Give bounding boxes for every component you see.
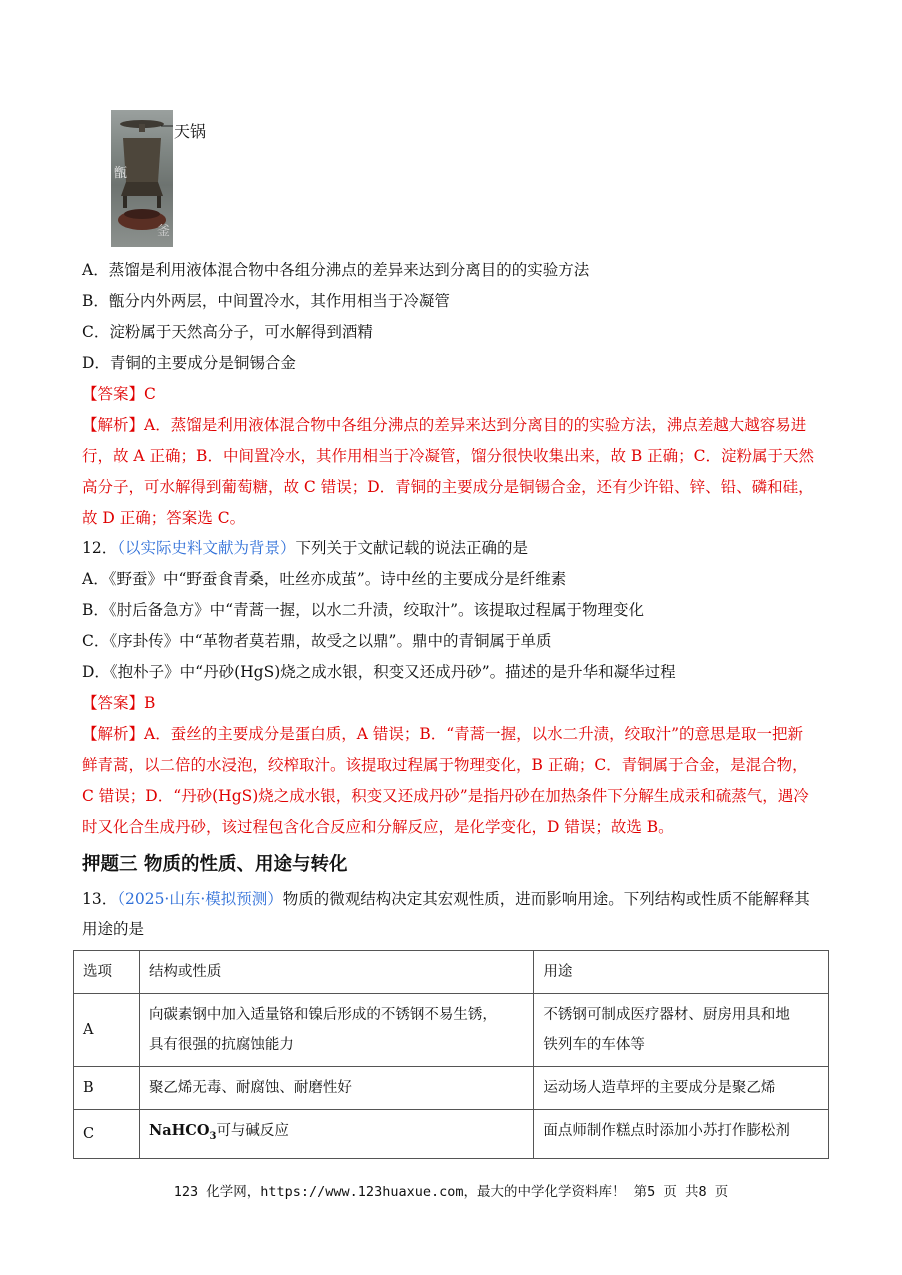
- property-text: 可与碱反应: [216, 1123, 289, 1139]
- q12-option-b: B．《肘后备急方》中“青蒿一握，以水二升渍，绞取汁”。该提取过程属于物理变化: [82, 601, 644, 619]
- table-row: [74, 1110, 829, 1159]
- q11-option-c: C．淀粉属于天然高分子，可水解得到酒精: [82, 323, 373, 341]
- table-header-cell: 选项: [74, 951, 140, 994]
- table-header-cell: 用途: [534, 951, 829, 994]
- distillation-apparatus-image: [111, 110, 173, 247]
- table-header-row: [74, 951, 829, 994]
- q11-option-a: A．蒸馏是利用液体混合物中各组分沸点的差异来达到分离目的的实验方法: [82, 261, 590, 279]
- q12-analysis-line-4: 时又化合生成丹砂，该过程包含化合反应和分解反应，是化学变化，D 错误；故选 B。: [82, 818, 674, 836]
- table-cell-use: [534, 1110, 829, 1159]
- zeng-label: 甑: [114, 166, 128, 181]
- section-heading: 押题三 物质的性质、用途与转化: [82, 854, 348, 875]
- q12-analysis-line-3: C 错误；D．“丹砂(HgS)烧之成水银，积变又还成丹砂”是指丹砂在加热条件下分解生成汞和硫蒸气，遇冷: [82, 787, 809, 805]
- q12-stem: [82, 538, 528, 558]
- q12-number: 12．: [82, 539, 118, 557]
- fu-label: 釜: [157, 224, 171, 239]
- table-cell-property: [139, 1067, 533, 1110]
- q12-answer: 【答案】B: [82, 694, 156, 712]
- page-footer: 123 化学网，https://www.123huaxue.com，最大的中学化学资料库！ 第5 页 共8 页: [173, 1184, 729, 1200]
- q13-stem-line-2: 用途的是: [82, 920, 145, 938]
- q11-analysis-line-4: 故 D 正确；答案选 C。: [82, 509, 246, 527]
- q11-analysis-line-3: 高分子，可水解得到葡萄糖，故 C 错误；D．青铜的主要成分是铜锡合金，还有少许铅、锌、铅、磷和硅，: [82, 478, 814, 496]
- cell-line: 向碳素钢中加入适量铬和镍后形成的不锈钢不易生锈，: [148, 1007, 497, 1023]
- table-row: [74, 1067, 829, 1110]
- q12-option-d: D．《抱朴子》中“丹砂(HgS)烧之成水银，积变又还成丹砂”。描述的是升华和凝华过程: [82, 663, 676, 681]
- q11-option-d: D．青铜的主要成分是铜锡合金: [82, 354, 296, 372]
- q11-analysis-line-1: 【解析】A．蒸馏是利用液体混合物中各组分沸点的差异来达到分离目的的实验方法，沸点差越大越容易进: [82, 416, 807, 434]
- q11-analysis-line-2: 行，故 A 正确；B．中间置冷水，其作用相当于冷凝管，馏分很快收集出来，故 B 正确；C．淀粉属于天然: [82, 447, 815, 465]
- table-cell-option: C: [74, 1110, 140, 1159]
- table-header-cell: 结构或性质: [139, 951, 533, 994]
- q12-option-c: C．《序卦传》中“革物者莫若鼎，故受之以鼎”。鼎中的青铜属于单质: [82, 632, 552, 650]
- cell-line: 聚乙烯无毒、耐腐蚀、耐磨性好: [148, 1080, 352, 1096]
- table-cell-property: [139, 994, 533, 1067]
- table-cell-option: B: [74, 1067, 140, 1110]
- cell-line: 运动场人造草坪的主要成分是聚乙烯: [543, 1080, 776, 1096]
- formula-subscript: 3: [209, 1130, 217, 1142]
- q12-tag: （以实际史料文献为背景）: [117, 539, 296, 557]
- nahco3-formula: NaHCO: [148, 1122, 210, 1139]
- q13-number: 13．: [82, 890, 118, 908]
- q12-analysis-line-1: 【解析】A．蚕丝的主要成分是蛋白质，A 错误；B．“青蒿一握，以水二升渍，绞取汁”的意思是取一把新: [82, 725, 804, 743]
- q13-tag: （2025·山东·模拟预测）: [117, 890, 283, 908]
- options-table: [73, 950, 829, 1159]
- q12-analysis-line-2: 鲜青蒿，以二倍的水浸泡，绞榨取汁。该提取过程属于物理变化，B 正确；C．青铜属于合金，是混合物，: [82, 756, 808, 774]
- table-cell-property: [139, 1110, 533, 1159]
- tianguo-label: 天锅: [174, 122, 207, 141]
- q12-option-a: A．《野蚕》中“野蚕食青桑，吐丝亦成茧”。诗中丝的主要成分是纤维素: [82, 570, 567, 588]
- cell-line: [149, 1116, 525, 1152]
- table-cell-use: [534, 994, 829, 1067]
- table-cell-use: [534, 1067, 829, 1110]
- cell-line: 铁列车的车体等: [543, 1037, 645, 1053]
- q13-stem-text: 物质的微观结构决定其宏观性质，进而影响用途。下列结构或性质不能解释其: [282, 890, 810, 908]
- cell-line: 面点师制作糕点时添加小苏打作膨松剂: [543, 1123, 790, 1139]
- q12-stem-text: 下列关于文献记载的说法正确的是: [295, 539, 529, 557]
- table-row: [74, 994, 829, 1067]
- q11-option-b: B．甑分内外两层，中间置冷水，其作用相当于冷凝管: [82, 292, 450, 310]
- cell-line: 具有很强的抗腐蚀能力: [148, 1037, 294, 1053]
- cell-line: 不锈钢可制成医疗器材、厨房用具和地: [543, 1007, 790, 1023]
- q13-stem-line-1: [82, 889, 810, 909]
- q11-answer: 【答案】C: [82, 385, 156, 403]
- table-cell-option: A: [74, 994, 140, 1067]
